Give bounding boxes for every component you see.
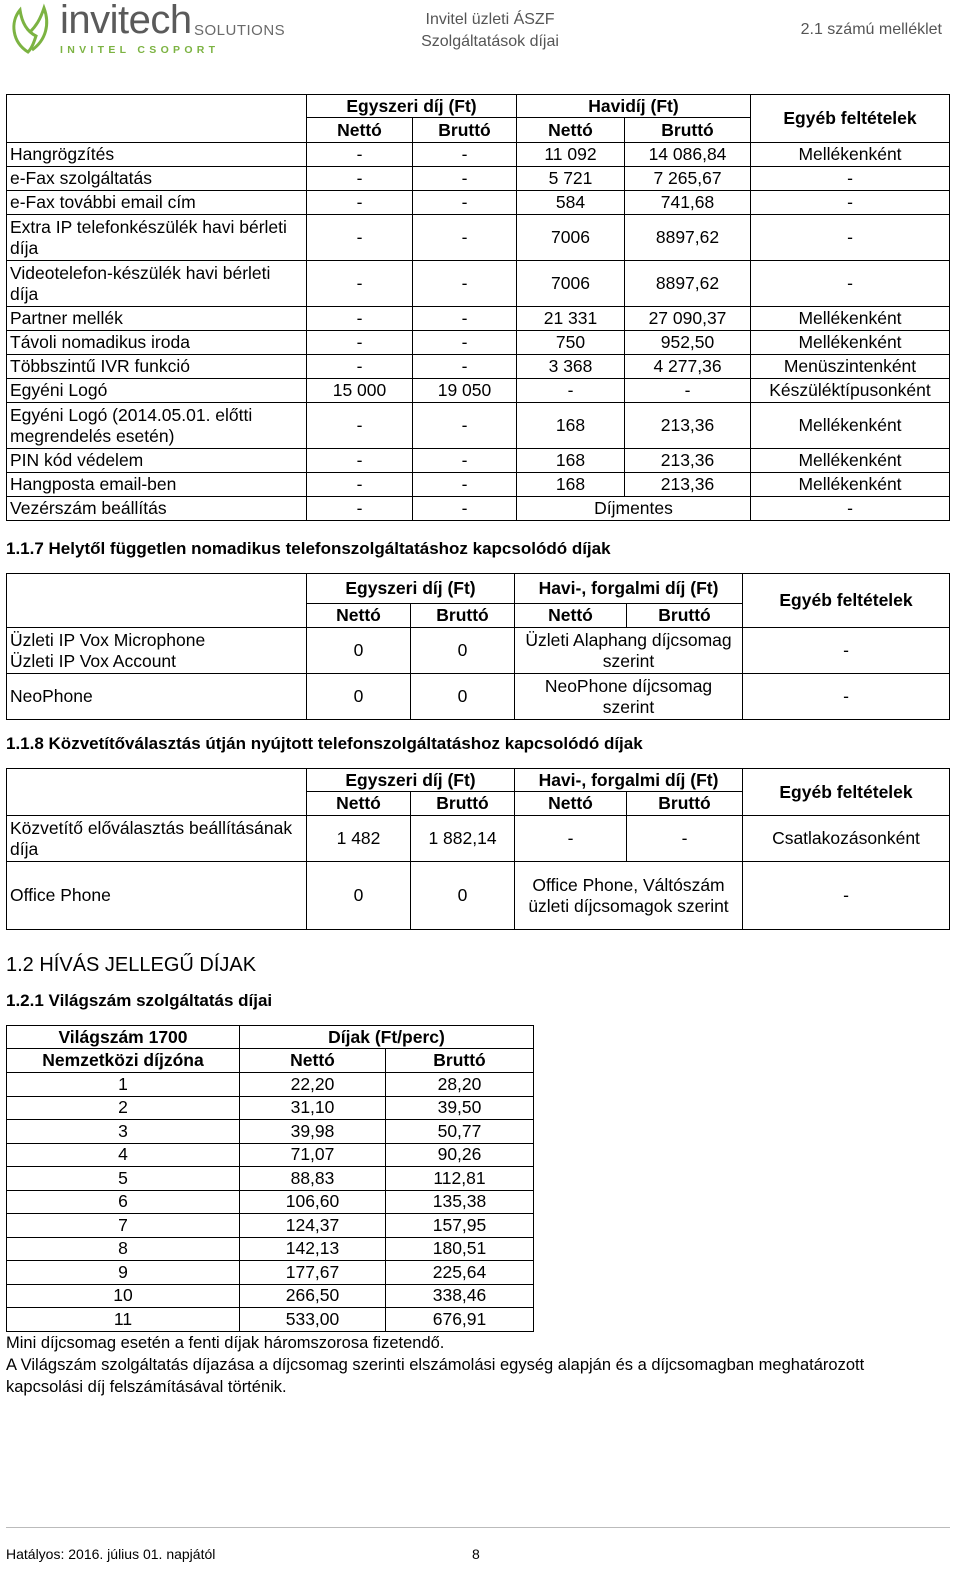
fee-cell: 112,81 bbox=[386, 1167, 534, 1191]
fee-cell: 180,51 bbox=[386, 1237, 534, 1261]
cell: 1 882,14 bbox=[411, 816, 515, 862]
zone-cell: 6 bbox=[7, 1190, 240, 1214]
row-name: Videotelefon-készülék havi bérleti díja bbox=[7, 261, 307, 307]
table-row bbox=[7, 167, 950, 191]
cell: 952,50 bbox=[625, 331, 751, 355]
cell: Mellékenként bbox=[751, 307, 950, 331]
section-title-117: 1.1.7 Helytől független nomadikus telefonszolgáltatáshoz kapcsolódó díjak bbox=[6, 539, 611, 558]
row-name: Vezérszám beállítás bbox=[7, 497, 307, 521]
row-name: Hangposta email-ben bbox=[7, 473, 307, 497]
cell: - bbox=[307, 191, 413, 215]
cell: 0 bbox=[411, 862, 515, 930]
invitech-logo bbox=[6, 0, 286, 60]
cell: 7 265,67 bbox=[625, 167, 751, 191]
cell: Mellékenként bbox=[751, 143, 950, 167]
table-row bbox=[7, 449, 950, 473]
cell: - bbox=[307, 215, 413, 261]
fee-cell: 39,98 bbox=[240, 1120, 386, 1144]
cell: 0 bbox=[411, 674, 515, 720]
zone-cell: 7 bbox=[7, 1214, 240, 1238]
cell: - bbox=[413, 307, 517, 331]
cell: - bbox=[413, 143, 517, 167]
fee-cell: 157,95 bbox=[386, 1214, 534, 1238]
section-title-121: 1.2.1 Világszám szolgáltatás díjai bbox=[6, 991, 273, 1010]
table-row bbox=[7, 1190, 534, 1214]
table-row bbox=[7, 261, 950, 307]
header-brutto: Bruttó bbox=[413, 118, 517, 143]
zone-cell: 5 bbox=[7, 1167, 240, 1191]
table-row bbox=[7, 1261, 534, 1285]
cell: Mellékenként bbox=[751, 449, 950, 473]
cell: 3 368 bbox=[517, 355, 625, 379]
table-row bbox=[7, 215, 950, 261]
fee-cell: 31,10 bbox=[240, 1096, 386, 1120]
header-netto: Nettó bbox=[517, 118, 625, 143]
cell: - bbox=[413, 355, 517, 379]
cell: 0 bbox=[307, 674, 411, 720]
doc-title-line-1: Invitel üzleti ÁSZF bbox=[425, 11, 555, 28]
cell: - bbox=[307, 167, 413, 191]
header-world-number: Világszám 1700 bbox=[7, 1026, 240, 1049]
fee-cell: 39,50 bbox=[386, 1096, 534, 1120]
section-title-118: 1.1.8 Közvetítőválasztás útján nyújtott telefonszolgáltatáshoz kapcsolódó díjak bbox=[6, 734, 643, 753]
cell: 168 bbox=[517, 473, 625, 497]
fee-cell: 142,13 bbox=[240, 1237, 386, 1261]
fee-cell: 533,00 bbox=[240, 1308, 386, 1332]
nomadic-fees-table bbox=[6, 573, 950, 720]
table-header-blank bbox=[7, 95, 307, 143]
cell: 0 bbox=[307, 862, 411, 930]
cell: 27 090,37 bbox=[625, 307, 751, 331]
cell: - bbox=[751, 215, 950, 261]
zone-cell: 1 bbox=[7, 1073, 240, 1097]
row-name: Egyéni Logó bbox=[7, 379, 307, 403]
table-row bbox=[7, 331, 950, 355]
cell: - bbox=[413, 215, 517, 261]
zone-cell: 11 bbox=[7, 1308, 240, 1332]
zone-cell: 4 bbox=[7, 1143, 240, 1167]
fee-cell: 90,26 bbox=[386, 1143, 534, 1167]
table-row bbox=[7, 1237, 534, 1261]
header-brutto: Bruttó bbox=[625, 118, 751, 143]
table-row bbox=[7, 1120, 534, 1144]
cell: - bbox=[751, 191, 950, 215]
fee-cell: 676,91 bbox=[386, 1308, 534, 1332]
cell: 15 000 bbox=[307, 379, 413, 403]
header-netto: Nettó bbox=[307, 118, 413, 143]
cell: - bbox=[413, 497, 517, 521]
logo-leaf-icon bbox=[6, 2, 58, 58]
cell: 168 bbox=[517, 449, 625, 473]
cell: Mellékenként bbox=[751, 331, 950, 355]
cell: 584 bbox=[517, 191, 625, 215]
cell: - bbox=[627, 816, 743, 862]
table-row bbox=[7, 497, 950, 521]
table-row bbox=[7, 1214, 534, 1238]
cell: 213,36 bbox=[625, 403, 751, 449]
cell: 0 bbox=[307, 628, 411, 674]
fee-cell: 225,64 bbox=[386, 1261, 534, 1285]
row-name: e-Fax szolgáltatás bbox=[7, 167, 307, 191]
row-name: PIN kód védelem bbox=[7, 449, 307, 473]
table-row bbox=[7, 1143, 534, 1167]
note-billing: A Világszám szolgáltatás díjazása a díjcsomag szerinti elszámolási egység alapján és a díjcsomagban meghatározott kapcsolási díj felszámításával történik. bbox=[6, 1356, 865, 1396]
table-row bbox=[7, 355, 950, 379]
cell: - bbox=[307, 143, 413, 167]
table-row bbox=[7, 816, 950, 862]
zone-cell: 2 bbox=[7, 1096, 240, 1120]
header-brutto: Bruttó bbox=[411, 792, 515, 816]
table-row bbox=[7, 473, 950, 497]
table-row bbox=[7, 1096, 534, 1120]
doc-title-line-2: Szolgáltatások díjai bbox=[421, 33, 559, 50]
world-number-table bbox=[6, 1025, 534, 1332]
header-netto: Nettó bbox=[515, 604, 627, 628]
table-row bbox=[7, 191, 950, 215]
cell: - bbox=[743, 674, 950, 720]
cell: Menüszintenként bbox=[751, 355, 950, 379]
cell: - bbox=[413, 331, 517, 355]
cell: 750 bbox=[517, 331, 625, 355]
table-row bbox=[7, 1073, 534, 1097]
table-header-blank bbox=[7, 769, 307, 816]
cell: 741,68 bbox=[625, 191, 751, 215]
cell: Készüléktípusonként bbox=[751, 379, 950, 403]
header-other-conditions: Egyéb feltételek bbox=[751, 95, 950, 143]
cell: - bbox=[413, 449, 517, 473]
table-row bbox=[7, 1308, 534, 1332]
carrier-select-table bbox=[6, 768, 950, 930]
header-brutto: Bruttó bbox=[386, 1049, 534, 1073]
cell: 5 721 bbox=[517, 167, 625, 191]
cell: - bbox=[413, 403, 517, 449]
cell: Csatlakozásonként bbox=[743, 816, 950, 862]
cell: 19 050 bbox=[413, 379, 517, 403]
cell: 168 bbox=[517, 403, 625, 449]
fee-cell: 50,77 bbox=[386, 1120, 534, 1144]
cell: Office Phone, Váltószám üzleti díjcsomagok szerint bbox=[515, 862, 743, 930]
cell: - bbox=[743, 862, 950, 930]
fee-cell: 28,20 bbox=[386, 1073, 534, 1097]
cell: 8897,62 bbox=[625, 261, 751, 307]
zone-cell: 9 bbox=[7, 1261, 240, 1285]
fees-table bbox=[6, 94, 950, 521]
table-row bbox=[7, 862, 950, 930]
row-name-line: Üzleti IP Vox Microphone bbox=[10, 629, 206, 650]
header-one-time-fee: Egyszeri díj (Ft) bbox=[307, 769, 515, 792]
header-brutto: Bruttó bbox=[627, 604, 743, 628]
cell: - bbox=[307, 307, 413, 331]
header-netto: Nettó bbox=[240, 1049, 386, 1073]
cell: - bbox=[307, 331, 413, 355]
header-netto: Nettó bbox=[307, 604, 411, 628]
row-name-line: Üzleti IP Vox Account bbox=[10, 650, 177, 671]
cell: - bbox=[517, 379, 625, 403]
annex-label: 2.1 számú melléklet bbox=[800, 21, 942, 38]
cell: 213,36 bbox=[625, 473, 751, 497]
zone-cell: 8 bbox=[7, 1237, 240, 1261]
table-row bbox=[7, 379, 950, 403]
note-mini-package: Mini díjcsomag esetén a fenti díjak háromszorosa fizetendő. bbox=[6, 1334, 445, 1352]
header-other-conditions: Egyéb feltételek bbox=[743, 574, 950, 628]
table-header-blank bbox=[7, 574, 307, 628]
row-name: Közvetítő előválasztás beállításának díja bbox=[7, 816, 307, 862]
cell: - bbox=[751, 167, 950, 191]
cell: 4 277,36 bbox=[625, 355, 751, 379]
table-row bbox=[7, 307, 950, 331]
header-fees: Díjak (Ft/perc) bbox=[240, 1026, 534, 1049]
table-row bbox=[7, 628, 950, 674]
cell: NeoPhone díjcsomag szerint bbox=[515, 674, 743, 720]
page-number: 8 bbox=[472, 1546, 480, 1562]
row-name: Hangrögzítés bbox=[7, 143, 307, 167]
cell: - bbox=[751, 497, 950, 521]
cell: - bbox=[625, 379, 751, 403]
cell: - bbox=[307, 355, 413, 379]
cell: - bbox=[307, 449, 413, 473]
cell: 11 092 bbox=[517, 143, 625, 167]
cell: - bbox=[515, 816, 627, 862]
cell: 14 086,84 bbox=[625, 143, 751, 167]
header-monthly-fee: Havi-, forgalmi díj (Ft) bbox=[515, 769, 743, 792]
cell: 213,36 bbox=[625, 449, 751, 473]
fee-cell: 338,46 bbox=[386, 1284, 534, 1308]
logo-solutions: SOLUTIONS bbox=[194, 22, 286, 39]
cell: 21 331 bbox=[517, 307, 625, 331]
cell: Mellékenként bbox=[751, 473, 950, 497]
header-brutto: Bruttó bbox=[411, 604, 515, 628]
header-one-time-fee: Egyszeri díj (Ft) bbox=[307, 574, 515, 604]
cell: - bbox=[413, 261, 517, 307]
footer-divider bbox=[6, 1527, 950, 1528]
cell: - bbox=[413, 191, 517, 215]
fee-cell: 106,60 bbox=[240, 1190, 386, 1214]
cell: - bbox=[743, 628, 950, 674]
row-name: Többszintű IVR funkció bbox=[7, 355, 307, 379]
logo-wordmark: invitech bbox=[60, 0, 192, 42]
header-zone: Nemzetközi díjzóna bbox=[7, 1049, 240, 1073]
header-monthly-fee: Havidíj (Ft) bbox=[517, 95, 751, 118]
table-row bbox=[7, 1284, 534, 1308]
header-one-time-fee: Egyszeri díj (Ft) bbox=[307, 95, 517, 118]
footer-effective-date: Hatályos: 2016. július 01. napjától bbox=[6, 1546, 216, 1562]
fee-cell: 71,07 bbox=[240, 1143, 386, 1167]
header-brutto: Bruttó bbox=[627, 792, 743, 816]
fee-cell: 135,38 bbox=[386, 1190, 534, 1214]
row-name: Távoli nomadikus iroda bbox=[7, 331, 307, 355]
cell: Díjmentes bbox=[517, 497, 751, 521]
cell: - bbox=[307, 473, 413, 497]
cell: - bbox=[413, 473, 517, 497]
header-other-conditions: Egyéb feltételek bbox=[743, 769, 950, 816]
cell: 7006 bbox=[517, 215, 625, 261]
section-title-12: 1.2 HÍVÁS JELLEGŰ DÍJAK bbox=[6, 954, 257, 976]
zone-cell: 3 bbox=[7, 1120, 240, 1144]
row-name: Egyéni Logó (2014.05.01. előtti megrendelés esetén) bbox=[7, 403, 307, 449]
cell: Üzleti Alaphang díjcsomag szerint bbox=[515, 628, 743, 674]
zone-cell: 10 bbox=[7, 1284, 240, 1308]
fee-cell: 177,67 bbox=[240, 1261, 386, 1285]
row-name: e-Fax további email cím bbox=[7, 191, 307, 215]
cell: 1 482 bbox=[307, 816, 411, 862]
table-row bbox=[7, 403, 950, 449]
logo-subtitle: INVITEL CSOPORT bbox=[60, 44, 220, 56]
document-title bbox=[400, 9, 580, 53]
row-name: Partner mellék bbox=[7, 307, 307, 331]
header-monthly-fee: Havi-, forgalmi díj (Ft) bbox=[515, 574, 743, 604]
row-name: Office Phone bbox=[7, 862, 307, 930]
cell: - bbox=[307, 261, 413, 307]
row-name: Extra IP telefonkészülék havi bérleti díja bbox=[7, 215, 307, 261]
table-row bbox=[7, 143, 950, 167]
cell: - bbox=[307, 497, 413, 521]
fee-cell: 88,83 bbox=[240, 1167, 386, 1191]
header-netto: Nettó bbox=[307, 792, 411, 816]
cell: - bbox=[751, 261, 950, 307]
table-row bbox=[7, 1167, 534, 1191]
row-name: NeoPhone bbox=[7, 674, 307, 720]
cell: - bbox=[307, 403, 413, 449]
cell: 0 bbox=[411, 628, 515, 674]
header-netto: Nettó bbox=[515, 792, 627, 816]
fee-cell: 266,50 bbox=[240, 1284, 386, 1308]
row-name bbox=[7, 628, 307, 674]
fee-cell: 124,37 bbox=[240, 1214, 386, 1238]
cell: 8897,62 bbox=[625, 215, 751, 261]
cell: - bbox=[413, 167, 517, 191]
cell: 7006 bbox=[517, 261, 625, 307]
fee-cell: 22,20 bbox=[240, 1073, 386, 1097]
cell: Mellékenként bbox=[751, 403, 950, 449]
table-row bbox=[7, 674, 950, 720]
